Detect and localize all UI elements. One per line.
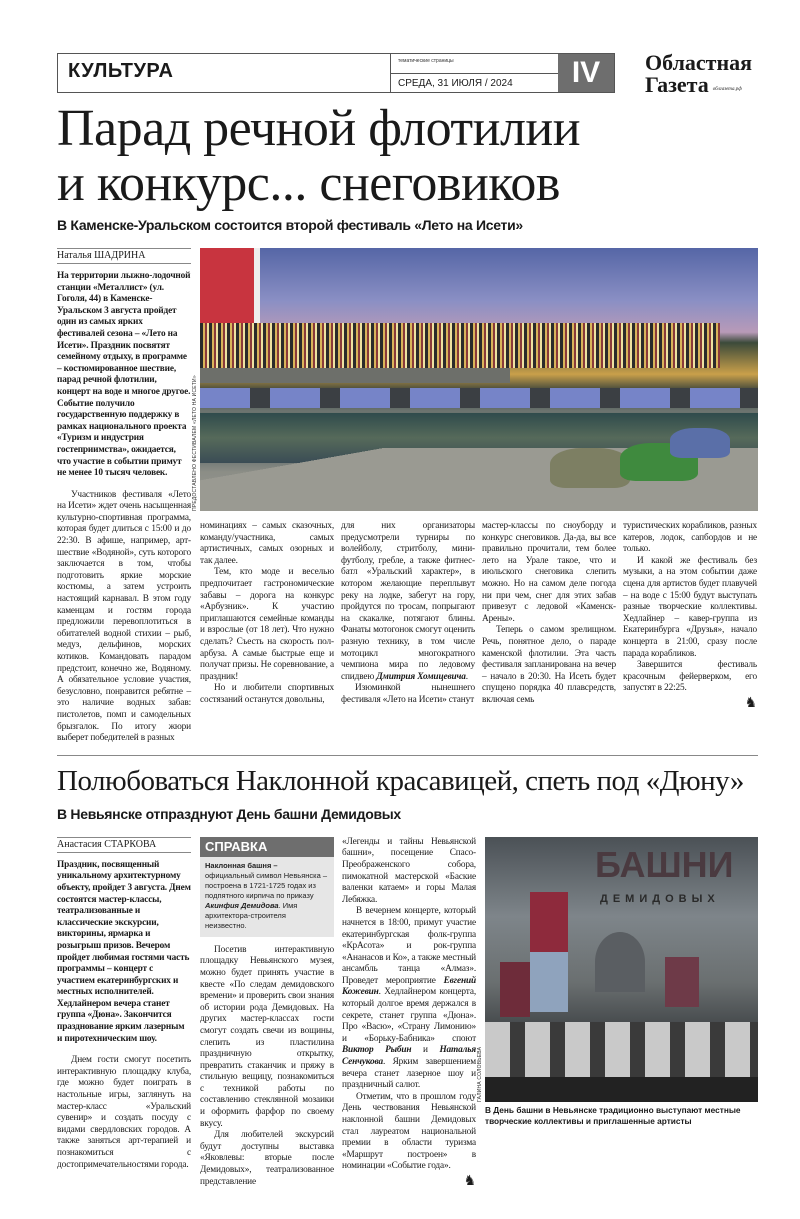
article2-headline: Полюбоваться Наклонной красавицей, спеть под «Дюну» bbox=[57, 764, 744, 797]
photo1-credit: ПРЕДОСТАВЛЕНО ФЕСТИВАЛЕМ «ЛЕТО НА ИСЕТИ» bbox=[192, 375, 198, 511]
performer bbox=[530, 892, 568, 952]
logo-site: облгазета.рф bbox=[712, 87, 742, 92]
article1-subtitle: В Каменске-Уральском состоится второй фестиваль «Лето на Исети» bbox=[57, 217, 523, 233]
embankment bbox=[200, 368, 510, 383]
boat bbox=[550, 448, 630, 488]
reference-title: СПРАВКА bbox=[200, 837, 334, 857]
concert-photo bbox=[485, 837, 758, 1102]
article1-headline bbox=[57, 101, 758, 211]
article1-body bbox=[57, 248, 758, 745]
festival-photo bbox=[200, 248, 758, 511]
article1-column4: мастер-классы по сноуборду и конкурс снеговиков. Да-да, вы все правильно прочитали, тем более лето на Урале такое, что и июльского снеговика слепить можно. Но на самом деле погода ни при чем, снег для этих забав привезут с ледовой «Каменск-Арены». Теперь о самом зрелищном. Речь, понятное дело, о параде каменской флотилии. Эта часть фестиваля запланирована на вечер – начало в 20:30. На Исеть будет спущено порядка 40 плавсредств, включая семь bbox=[482, 521, 616, 705]
article1-lead: На территории лыжно-лодочной станции «Металлист» (ул. Гоголя, 44) в Каменске-Уральском 3 августа пройдет один из самых ярких фестивалей сезона – «Лето на Исети». Праздник посвятят семейному отдыху, в программе – костюмированное шествие, парад речной флотилии, концерт на воде и многое другое. Событие получило государственную поддержку в рамках национального проекта «Туризм и индустрия гостеприимства», ожидается, что участие в событии примут не менее 10 тысяч человек. bbox=[57, 271, 191, 479]
article2-lead: Праздник, посвященный уникальному архитектурному объекту, пройдет 3 августа. Днем состоятся мастер-классы, театрализованные и классические экскурсии, викторины, ярмарка и розыгрыш призов. Вечером пройдет любимая гостями часть программы – концерт с участием екатеринбургских и местных исполнителей. Хедлайнером вечера станет группа «Дюна». Закончится празднование ярким лазерным и пиротехническим шоу. bbox=[57, 859, 191, 1044]
logo-line2: Газета bbox=[645, 72, 709, 97]
article2-column2-area bbox=[200, 837, 334, 1188]
article2-left-column bbox=[57, 837, 191, 1171]
page-number: IV bbox=[558, 54, 614, 92]
performer-jeans bbox=[530, 952, 568, 1012]
reference-box bbox=[200, 837, 334, 937]
stage bbox=[485, 1077, 758, 1102]
canoes bbox=[200, 388, 758, 408]
article1-column3: для них организаторы предусмотрели турниры по волейболу, стритболу, мини-футболу, гребле, а также фитнес-батл «Уральский характер», в котором желающие переплывут реку на лодке, забегут на гору, пройдутся по тросам, попрыгают на скакалке, потягают блины. Фанаты мотогонок смогут оценить разную технику, в том числе мотоцикл многократного чемпиона мира по ледовому спидвею Дмитрия Хомицевича. Изюминкой нынешнего фестиваля «Лето на Исети» станут bbox=[341, 521, 475, 705]
section-note: тематические страницы bbox=[391, 54, 558, 74]
headline-line2: и конкурс... снеговиков bbox=[57, 155, 560, 212]
cathedral-dome bbox=[595, 932, 645, 992]
issue-date: СРЕДА, 31 ИЮЛЯ / 2024 bbox=[398, 78, 513, 89]
masthead-info bbox=[390, 54, 558, 92]
article2-column3: «Легенды и тайны Невьянской башни», посещение Спасо-Преображенского собора, пимокатной мастерской «Баские валенки катаем» и горы Малая Лебяжка. В вечернем концерте, который начнется в 18:00, примут участие екатеринбургская фолк-группа «КрАсота» и рок-группа «Ананасов и Ко», а также местный ансамбль танца «Алмаз». Проведет мероприятие Евгений Кожевин. Хедлайнером концерта, который долгое время держался в секрете, станет группа «Дюна». Про «Васю», «Страну Лимонию» и «Борьку-Бабника» споют Виктор Рыбин и Наталья Сенчукова. Ярким завершением вечера станет лазерное шоу и праздничный салют. Отметим, что в прошлом году День чествования Невьянской наклонной башни Демидовых стал лауреатом национальной премии в области туризма «Маршрут построен» в номинации «Событие года». ♞ bbox=[342, 836, 476, 1189]
region-coat-of-arms-icon: ♞ bbox=[463, 1173, 476, 1189]
logo-line1: Областная bbox=[645, 50, 753, 75]
reference-text: Наклонная башня – официальный символ Невьянска – построена в 1721-1725 годах из подпятного кирпича по приказу Акинфия Демидова. Имя архитектора-строителя неизвестно. bbox=[205, 860, 328, 930]
article2-subtitle: В Невьянске отпразднуют День башни Демидовых bbox=[57, 805, 401, 822]
newspaper-logo bbox=[645, 52, 752, 96]
person-name: Дмитрия Хомицевича bbox=[376, 671, 466, 682]
article1-left-column bbox=[57, 248, 191, 745]
article1-column2: номинациях – самых сказочных, команду/участника, самых артистичных, самых озорных и так далее. Тем, кто моде и веселью предпочитает гастрономические забавы – дорога на конкурс «Арбузник». К участию приглашаются семейные команды и взрослые (от 18 лет). Что нужно сделать? Съесть на скорость пол-арбуза. А самые быстрые еще и получат призы. Не соревнование, а праздник! Но и любители спортивных состязаний останутся довольны, bbox=[200, 521, 334, 705]
headline-line1: Парад речной флотилии bbox=[57, 100, 581, 157]
masthead-box bbox=[57, 53, 615, 93]
banner-text: БАШНИ bbox=[595, 843, 734, 885]
article1-author: Наталья ШАДРИНА bbox=[57, 248, 191, 264]
section-divider bbox=[57, 755, 758, 756]
banner-subtext: ДЕМИДОВЫХ bbox=[600, 892, 720, 905]
photo2-area bbox=[485, 837, 758, 1127]
article2-column1: Днем гости смогут посетить интерактивную площадку клуба, где можно будет поиграть в настольные игры, заглянуть на мастер-класс «Уральский сувенир» и создать посуду с видами свердловских городов. А также заняться арт-терапией и познакомиться с достопримечательностями города. bbox=[57, 1055, 191, 1170]
drummer bbox=[665, 957, 699, 1007]
masthead bbox=[57, 50, 758, 97]
building bbox=[200, 248, 260, 323]
article1-columns bbox=[200, 521, 758, 711]
article1-column5: туристических корабликов, разных катеров, лодок, сапбордов и не только. И какой же фестиваль без музыки, а на этом событии даже сцена для артистов будет плавучей – на воде с 15:00 будут выступать разные творческие коллективы. Хедлайнер – кавер-группа из Екатеринбурга «Друзья», начало концерта в 21:00, сразу после парада корабликов. Завершится фестиваль красочным фейерверком, его запустят в 22:25. ♞ bbox=[623, 521, 757, 711]
article2-body bbox=[57, 837, 758, 1189]
drums bbox=[485, 1022, 758, 1077]
region-coat-of-arms-icon: ♞ bbox=[744, 695, 757, 711]
photo2-credit: ГАЛИНА СОЛОВЬЕВА bbox=[477, 1046, 483, 1102]
crowd bbox=[200, 323, 720, 368]
article2-column2: Посетив интерактивную площадку Невьянского музея, можно будет принять участие в квесте «По следам демидовского времени» и проверить свои знания об истории рода Демидовых. На других мастер-классах гости смогут создать свечи из вощины, слепить из пластилина праздничную открытку, превратить стаканчик и пряжу в стильную вещицу, познакомиться с техникой работы по составлению стеклянной мозаики и оформить фарфор по своему вкусу. Для любителей экскурсий будут доступны выставка «Яковлевы: вторые после Демидовых», театрализованное представление bbox=[200, 944, 334, 1187]
photo1-row bbox=[191, 248, 758, 511]
section-rubric: КУЛЬТУРА bbox=[68, 60, 174, 82]
article1-right-area bbox=[191, 248, 758, 711]
boat bbox=[670, 428, 730, 458]
article2-author: Анастасия СТАРКОВА bbox=[57, 837, 191, 853]
photo2-caption: В День башни в Невьянске традиционно выступают местные творческие коллективы и приглашенные артисты bbox=[485, 1104, 741, 1126]
drummer bbox=[500, 962, 530, 1017]
article1-column1: Участников фестиваля «Лето на Исети» ждет очень насыщенная культурно-спортивная программа, которая будет длиться с 15:00 и до 22:30. В афише, например, арт-шествие «Водяной», суть которого заключается в том, чтобы подготовить яркие морские костюмы, а затем устроить настоящий карнавал. В этом году каменцам и гостям города предложили перевоплотиться в обитателей водной стихии – рыб, медуз, дельфинов, морских котиков. Командовать парадом предстоит, конечно же, Водяному. А обязательное условие участия, безусловно, понравится ребятне – это наличие водных забав: пистолетов, помп и самодельных брызгалок. По итогу жюри выберет победителей в разных bbox=[57, 489, 191, 744]
